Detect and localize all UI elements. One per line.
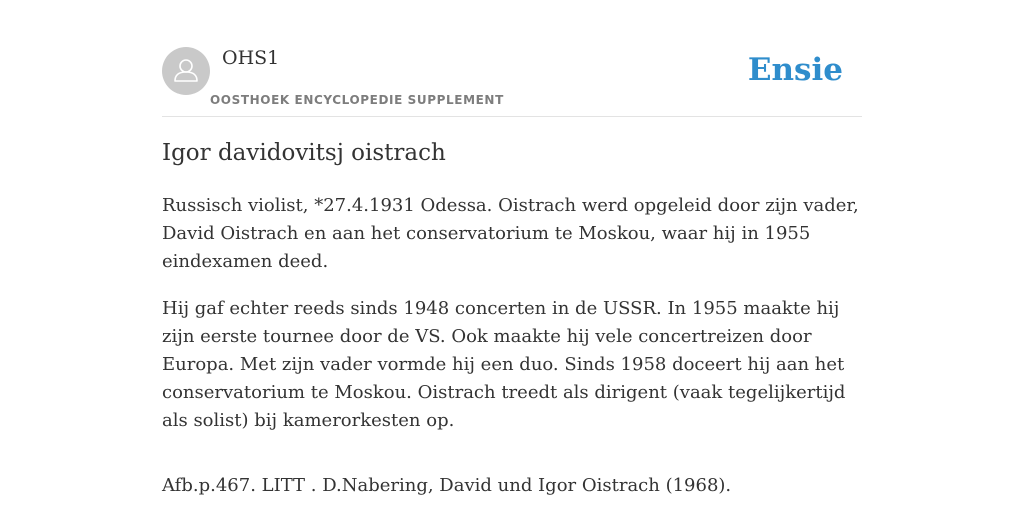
user-icon bbox=[162, 47, 210, 95]
source-label[interactable]: OOSTHOEK ENCYCLOPEDIE SUPPLEMENT bbox=[210, 93, 504, 107]
avatar[interactable] bbox=[162, 47, 210, 95]
entry-card bbox=[162, 0, 862, 512]
article-paragraph: Hij gaf echter reeds sinds 1948 concerten in de USSR. In 1955 maakte hij zijn eerste tournee door de VS. Ook maakte hij vele concertreizen door Europa. Met zijn vader vormde hij een duo. Sinds 1958 doceert hij aan het conservatorium te Moskou. Oistrach treedt als dirigent (vaak tegelijkertijd als solist) bij kamerorkesten op. bbox=[162, 298, 846, 431]
entry-header bbox=[162, 0, 862, 117]
article-reference: Afb.p.467. LITT . D.Nabering, David und Igor Oistrach (1968). bbox=[162, 475, 732, 496]
username-link[interactable]: OHS1 bbox=[222, 47, 280, 69]
article-body bbox=[162, 192, 868, 519]
article-paragraph: Russisch violist, *27.4.1931 Odessa. Oistrach werd opgeleid door zijn vader, David Oistrach en aan het conservatorium te Moskou, waar hij in 1955 eindexamen deed. bbox=[162, 195, 859, 272]
article-title: Igor davidovitsj oistrach bbox=[162, 140, 446, 166]
ensie-logo[interactable]: Ensie bbox=[747, 52, 843, 88]
